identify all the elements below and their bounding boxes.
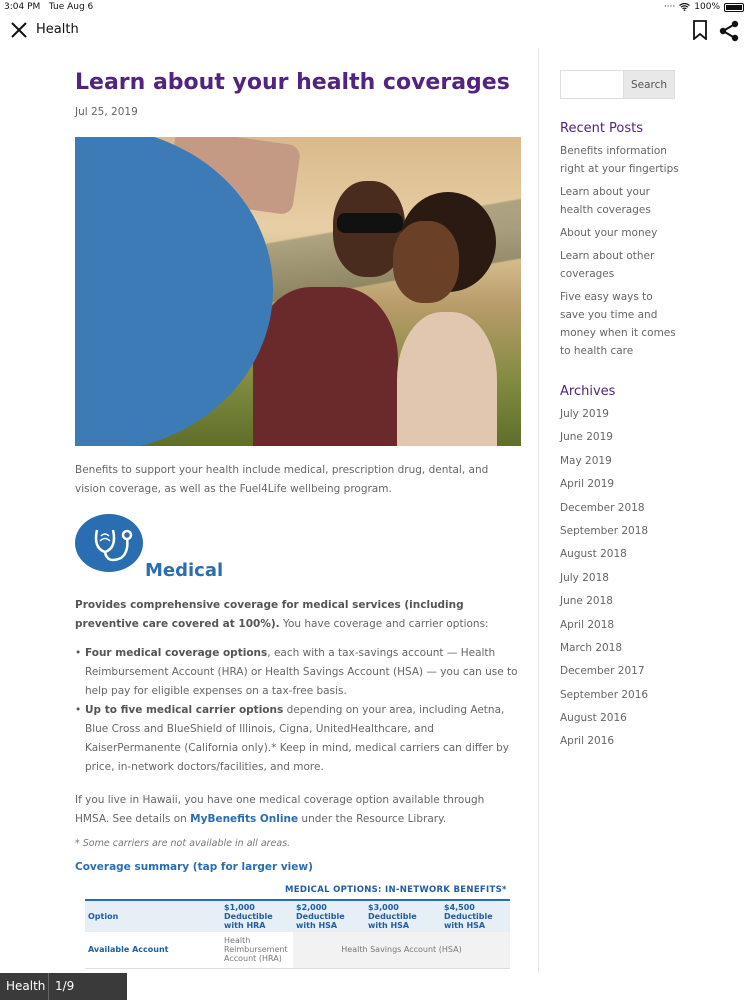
page-indicator-divider [48,973,49,1000]
archive-link[interactable]: May 2019 [560,454,612,467]
signal-icon: ···· [663,2,676,12]
table-cell: Health Savings Account (HSA) [293,932,510,968]
search-input[interactable] [560,70,623,99]
woman-face [393,221,459,303]
top-navbar [0,14,750,46]
table-row [85,932,510,968]
column-divider [538,48,539,973]
recent-posts-heading: Recent Posts [560,121,644,136]
recent-post-link[interactable]: Learn about your health coverages [560,186,651,216]
recent-post-link[interactable]: Five easy ways to save you time and money when it comes to health care [560,291,676,357]
table-header: $3,000 Deductible with HSA [368,903,417,930]
intro-paragraph: Benefits to support your health include medical, prescription drug, dental, and vision coverage, as well as the Fuel4Life wellbeing program. [75,464,489,495]
post-date: Jul 25, 2019 [75,106,138,118]
article [75,66,521,873]
coverage-summary-link[interactable]: Coverage summary (tap for larger view) [75,861,313,873]
recent-posts-list [560,142,680,360]
hero-image [75,137,521,446]
archive-link[interactable]: April 2018 [560,618,615,631]
page-indicator[interactable] [0,973,127,1000]
page-indicator-count: 1/9 [55,979,75,993]
table-header: $1,000 Deductible with HRA [224,903,273,930]
coverage-table-caption: MEDICAL OPTIONS: IN-NETWORK BENEFITS* [285,885,507,895]
bookmark-icon[interactable] [692,20,708,40]
list-item: • Up to five medical carrier options depending on your area, including Aetna, Blue Cross and BlueShield of Illinois, Cigna, UnitedHealthcare, and KaiserPermanente (California only).* Keep in mind, medical carriers can differ by price, in-network doctors/facilities, and more. [75,701,521,777]
medical-section-header [75,514,521,584]
archive-link[interactable]: September 2016 [560,688,649,701]
post-title: Learn about your health coverages [75,70,510,95]
table-header: Option [88,912,119,921]
archive-link[interactable]: July 2019 [560,408,609,420]
man-figure [253,287,398,446]
status-right [664,2,744,12]
archive-link[interactable]: September 2018 [560,524,649,537]
recent-post-link[interactable]: Learn about other coverages [560,250,655,280]
recent-post-link[interactable]: Benefits information right at your fingertips [560,145,679,175]
search-button[interactable]: Search [623,70,675,99]
archive-link[interactable]: June 2018 [560,595,613,608]
list-item: • Four medical coverage options, each with a tax-savings account — Health Reimbursement Account (HRA) or Health Savings Account (HSA) — you can use to help pay for eligible expenses on a tax-free basis. [75,644,521,701]
coverage-table [85,899,510,969]
archives-heading: Archives [560,384,616,399]
woman-figure [397,312,497,446]
battery-percent: 100% [694,2,720,12]
coverage-options-list [75,644,521,777]
page-indicator-label: Health [6,979,46,993]
footnote: * Some carriers are not available in all areas. [75,838,291,849]
sunglasses [337,213,403,233]
close-icon[interactable] [9,20,29,40]
stethoscope-icon [75,514,143,572]
archive-link[interactable]: December 2018 [560,501,645,514]
coverage-table-image[interactable] [85,885,510,968]
archives-list [560,405,680,750]
battery-icon [724,3,744,12]
sidebar [560,70,680,756]
table-header: $2,000 Deductible with HSA [296,903,345,930]
mybenefits-link[interactable]: MyBenefits Online [190,813,299,825]
status-time: 3:04 PM Tue Aug 6 [4,2,94,12]
table-cell: Health Reimbursement Account (HRA) [221,932,293,968]
archive-link[interactable]: March 2018 [560,641,623,654]
archive-link[interactable]: December 2017 [560,665,645,678]
table-cell: Available Account [85,932,221,968]
recent-post-link[interactable]: About your money [560,227,658,239]
status-bar [0,0,750,14]
table-header: $4,500 Deductible with HSA [444,903,493,930]
archive-link[interactable]: June 2019 [560,431,613,444]
archive-link[interactable]: July 2018 [560,571,609,584]
share-icon[interactable] [718,20,740,42]
archive-link[interactable]: August 2016 [560,712,627,725]
archive-link[interactable]: August 2018 [560,548,627,561]
medical-lead: Provides comprehensive coverage for medical services (including preventive care covered at 100%). You have coverage and carrier options: [75,599,489,630]
hawaii-paragraph: If you live in Hawaii, you have one medical coverage option available through HMSA. See details on MyBenefits Online under the Resource Library. [75,794,485,825]
navbar-title: Health [36,22,79,37]
medical-heading: Medical [145,560,224,581]
archive-link[interactable]: April 2019 [560,478,615,491]
archive-link[interactable]: April 2016 [560,735,615,748]
wifi-icon [679,3,690,11]
search-form [560,70,675,99]
